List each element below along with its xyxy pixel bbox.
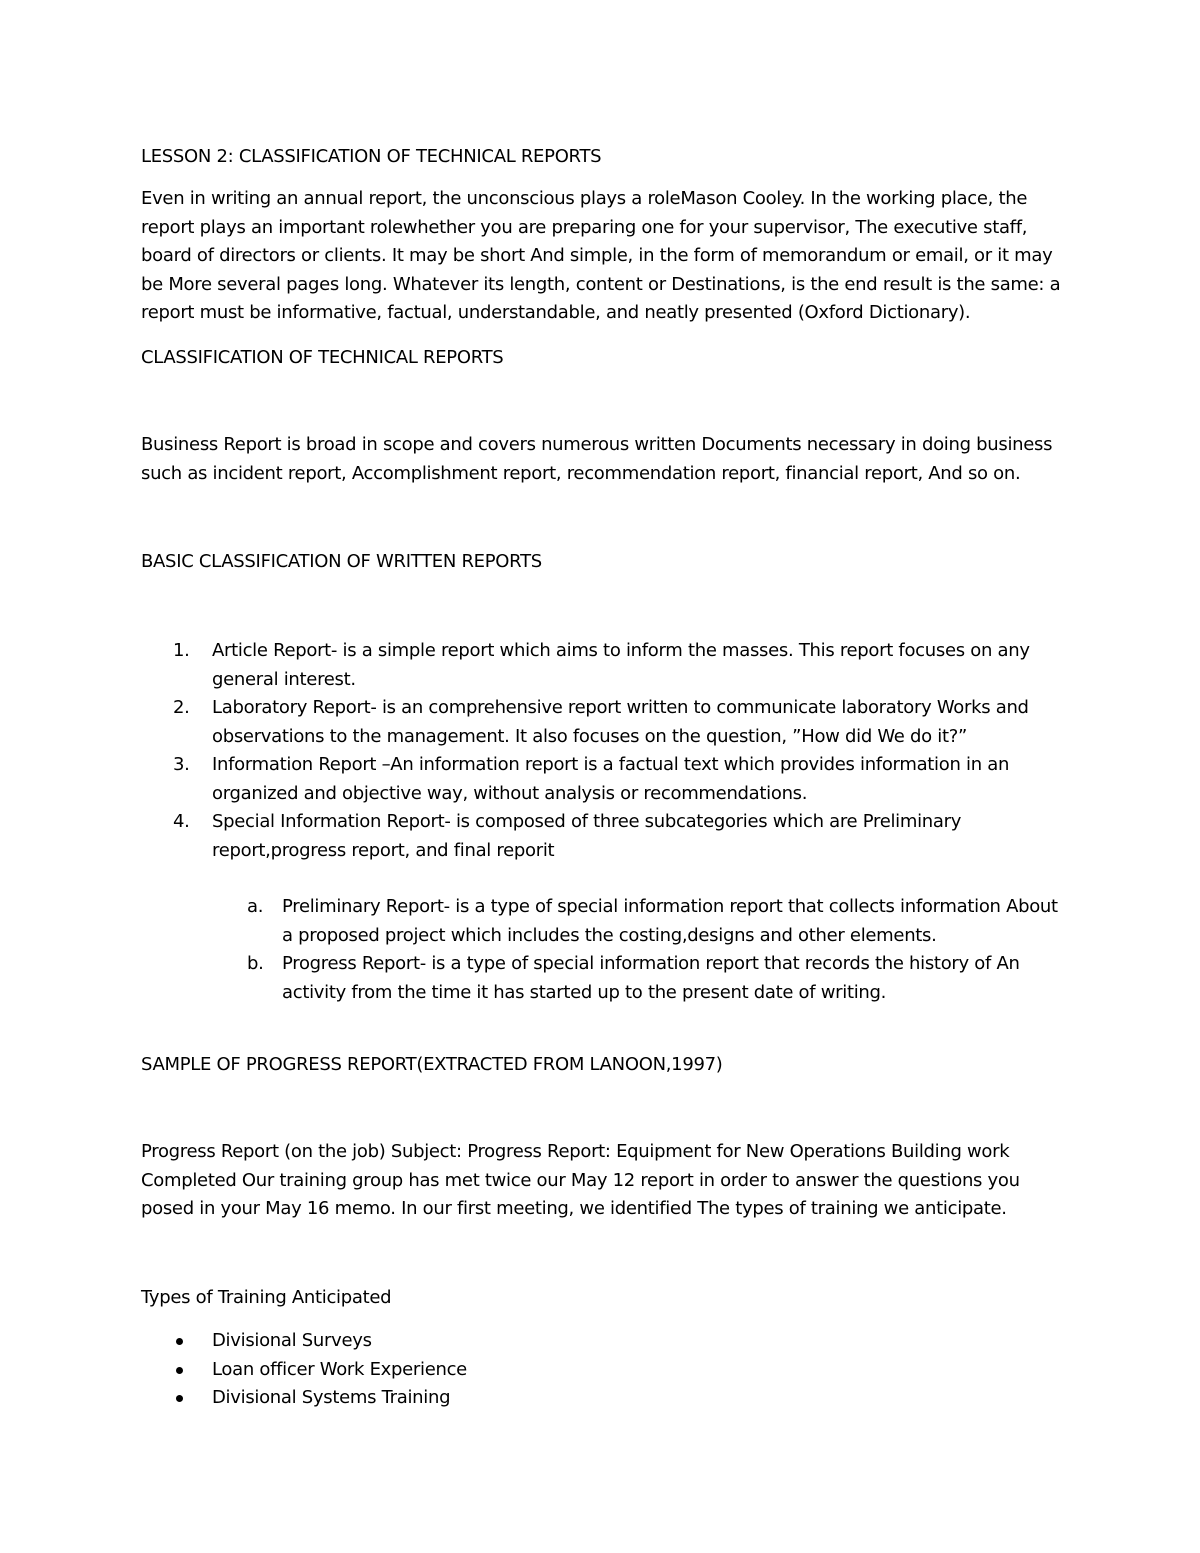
sub-list bbox=[141, 893, 1061, 1007]
list-item bbox=[141, 694, 1061, 751]
business-report-paragraph: Business Report is broad in scope and covers numerous written Documents necessary in doing business such as incident report, Accomplishment report, recommendation report, financial report, And so on. bbox=[141, 434, 1053, 484]
progress-report-paragraph: Progress Report (on the job) Subject: Progress Report: Equipment for New Operations Building work Completed Our training group has met twice our May 12 report in order to answer the questions you posed in your May 16 memo. In our first meeting, we identified The types of training we anticipate. bbox=[141, 1141, 1020, 1219]
list-item-text: Progress Report- is a type of special information report that records the history of An activity from the time it has started up to the present date of writing. bbox=[282, 953, 1020, 1003]
list-item bbox=[141, 808, 1061, 865]
list-item-text: Loan officer Work Experience bbox=[212, 1358, 467, 1380]
bullet-icon bbox=[176, 1395, 183, 1402]
list-item-text: Divisional Surveys bbox=[212, 1330, 372, 1351]
list-item-text: Information Report –An information report is a factual text which provides information in an organized and objective way, without analysis or recommendations. bbox=[212, 754, 1010, 804]
list-marker: b. bbox=[247, 953, 264, 974]
intro-paragraph: Even in writing an annual report, the unconscious plays a roleMason Cooley. In the working place, the report plays an important rolewhether you are preparing one for your supervisor, The executive staff, board of directors or clients. It may be short And simple, in the form of memorandum or email, or it may be More several pages long. Whatever its length, content or Destinations, is the end result is the same: a report must be informative, factual, understandable, and neatly presented (Oxford Dictionary). bbox=[141, 188, 1061, 323]
list-marker: 4. bbox=[173, 811, 190, 832]
sample-heading: SAMPLE OF PROGRESS REPORT(EXTRACTED FROM LANOON,1997) bbox=[141, 1054, 723, 1075]
list-item-text: Divisional Systems Training bbox=[212, 1387, 451, 1408]
list-item bbox=[141, 751, 1061, 808]
training-types-heading: Types of Training Anticipated bbox=[141, 1287, 392, 1308]
list-item-text: Preliminary Report- is a type of special information report that collects information About a proposed project which includes the costing,designs and other elements. bbox=[282, 896, 1058, 946]
list-item bbox=[141, 893, 1061, 950]
list-marker: 2. bbox=[173, 697, 190, 718]
bullet-icon bbox=[176, 1367, 183, 1374]
list-item bbox=[141, 1356, 1061, 1385]
list-marker: a. bbox=[247, 896, 264, 917]
list-item bbox=[141, 637, 1061, 694]
list-item-text: Special Information Report- is composed of three subcategories which are Preliminary report,progress report, and final reporit bbox=[212, 811, 962, 861]
lesson-heading: LESSON 2: CLASSIFICATION OF TECHNICAL REPORTS bbox=[141, 146, 602, 167]
classification-heading: CLASSIFICATION OF TECHNICAL REPORTS bbox=[141, 347, 504, 368]
bullet-icon bbox=[176, 1338, 183, 1345]
basic-classification-heading: BASIC CLASSIFICATION OF WRITTEN REPORTS bbox=[141, 551, 542, 572]
numbered-list bbox=[141, 637, 1061, 865]
bullet-list bbox=[141, 1327, 1061, 1413]
list-item bbox=[141, 1384, 1061, 1413]
list-marker: 3. bbox=[173, 754, 190, 775]
list-item bbox=[141, 950, 1061, 1007]
list-item bbox=[141, 1327, 1061, 1356]
list-marker: 1. bbox=[173, 640, 190, 661]
list-item-text: Laboratory Report- is an comprehensive report written to communicate laboratory Works and observations to the management. It also focuses on the question, ”How did We do it?” bbox=[212, 697, 1029, 747]
list-item-text: Article Report- is a simple report which aims to inform the masses. This report focuses on any general interest. bbox=[212, 640, 1030, 690]
